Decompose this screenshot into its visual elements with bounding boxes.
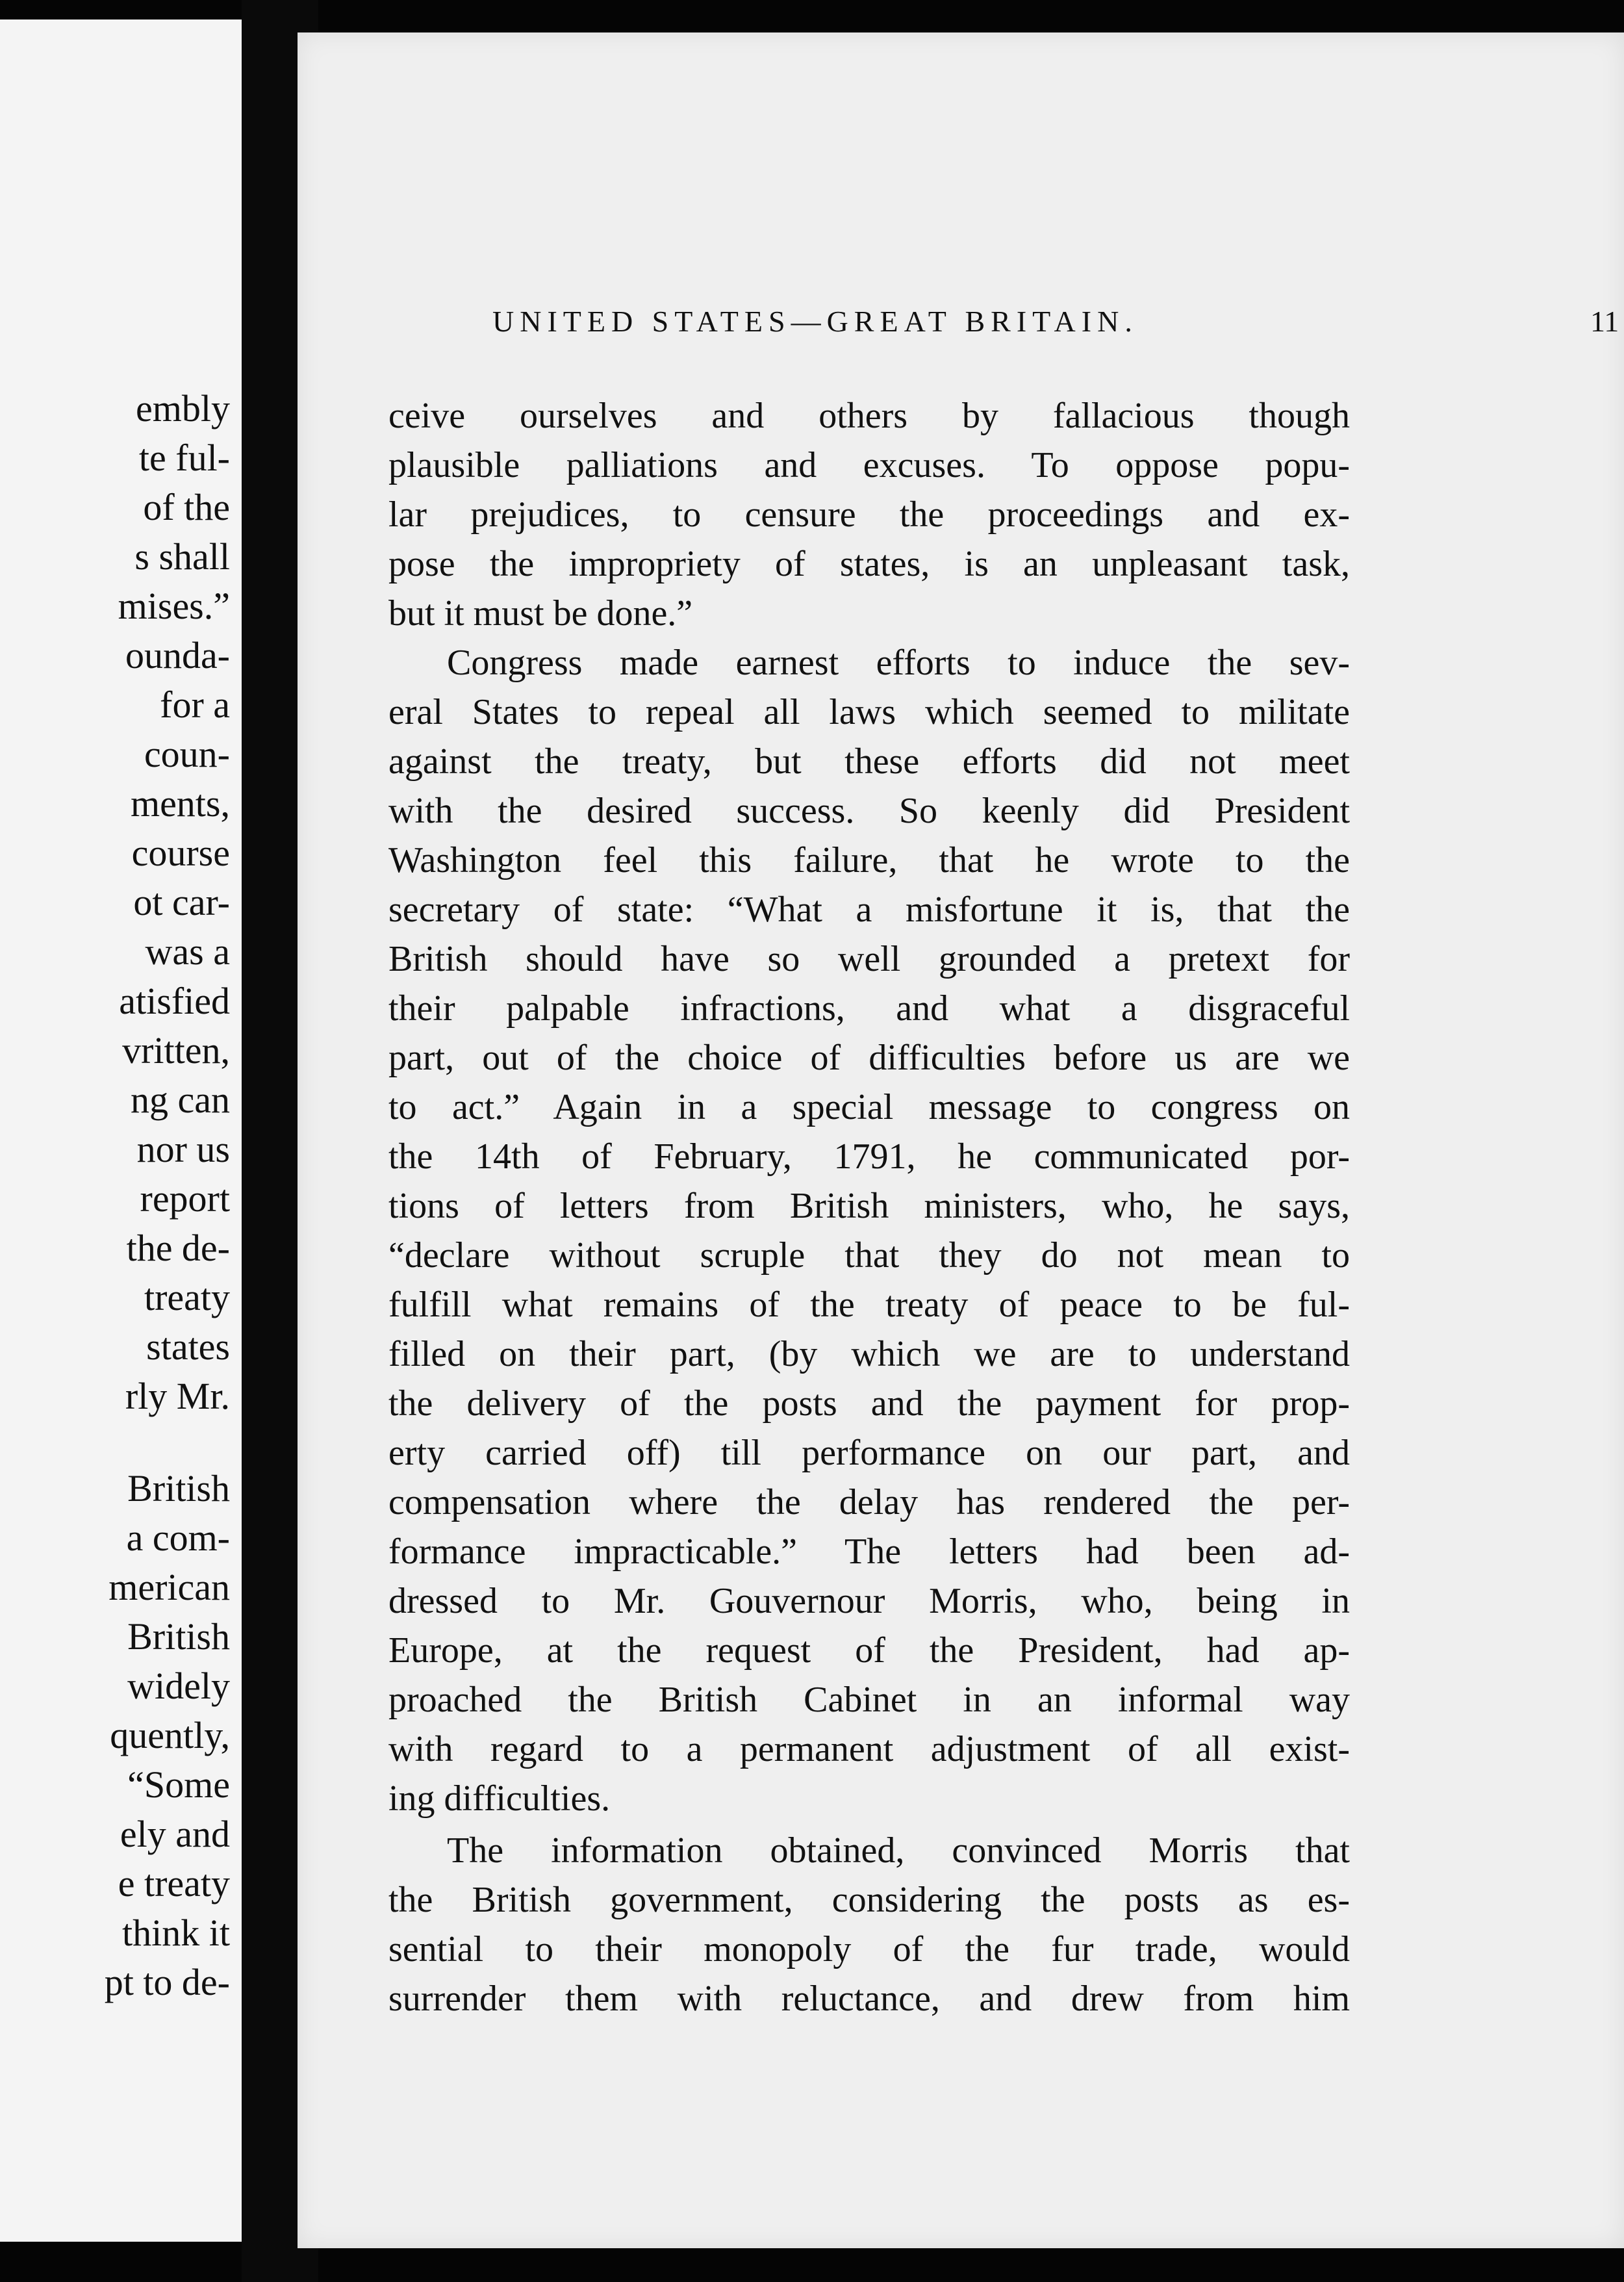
left-fragment-line: states [146,1326,230,1368]
text-line: filled on their part, (by which we are to understand [388,1334,1350,1374]
text-line: sential to their monopoly of the fur trade, would [388,1929,1350,1969]
left-fragment-line: merican [108,1566,230,1608]
left-fragment-line: embly [136,387,230,429]
text-line: Europe, at the request of the President, had ap- [388,1630,1350,1671]
left-fragment-line: widely [127,1665,230,1707]
text-line: the British government, considering the posts as es- [388,1880,1350,1920]
left-fragment-line: ot car- [133,881,230,923]
left-fragment-line: atisfied [119,980,230,1022]
text-line: ing difficulties. [388,1778,611,1819]
left-fragment-line: course [131,832,230,874]
text-line: with the desired success. So keenly did President [388,791,1350,831]
left-fragment-line: British [127,1615,230,1658]
left-fragment-line: the de- [126,1227,230,1269]
left-fragment-line: report [140,1177,230,1220]
left-fragment-line: ments, [130,782,230,825]
text-line: their palpable infractions, and what a disgraceful [388,988,1350,1029]
text-line: fulfill what remains of the treaty of peace to be ful- [388,1285,1350,1325]
text-line: to act.” Again in a special message to congress on [388,1087,1350,1127]
running-head: UNITED STATES—GREAT BRITAIN. [492,305,1138,338]
paragraph-start-line: Congress made earnest efforts to induce the sev- [447,643,1350,683]
left-fragment-line: think it [122,1912,230,1954]
text-line: proached the British Cabinet in an informal way [388,1680,1350,1720]
text-line: part, out of the choice of difficulties before us are we [388,1038,1350,1078]
right-page [298,32,1624,2248]
text-line: pose the impropriety of states, is an unpleasant task, [388,544,1350,584]
left-fragment-line: British [127,1467,230,1509]
left-fragment-line: of the [143,486,230,528]
text-line: lar prejudices, to censure the proceedings and ex- [388,494,1350,535]
text-line: “declare without scruple that they do not mean to [388,1235,1350,1276]
left-fragment-line: ng can [131,1079,230,1121]
left-fragment-line: nor us [136,1128,230,1170]
text-line: surrender them with reluctance, and drew from him [388,1979,1350,2019]
left-fragment-line: pt to de- [104,1961,230,2003]
left-fragment-line: was a [145,930,230,973]
page-number: 11 [1590,305,1619,338]
text-line: the 14th of February, 1791, he communicated por- [388,1136,1350,1177]
text-line: tions of letters from British ministers, who, he says, [388,1186,1350,1226]
left-page-fragment [0,19,242,2242]
text-line: but it must be done.” [388,593,693,634]
left-fragment-line: quently, [110,1714,230,1756]
left-fragment-line: a com- [126,1517,230,1559]
text-line: plausible palliations and excuses. To oppose popu- [388,445,1350,485]
text-line: Washington feel this failure, that he wrote to the [388,840,1350,880]
left-fragment-line: ely and [120,1813,230,1855]
text-line: British should have so well grounded a pretext for [388,939,1350,979]
left-fragment-line: treaty [144,1276,230,1318]
text-line: with regard to a permanent adjustment of all exist- [388,1729,1350,1769]
paragraph-start-line: The information obtained, convinced Morris that [447,1830,1350,1871]
left-fragment-line: te ful- [138,437,230,479]
text-line: eral States to repeal all laws which seemed to militate [388,692,1350,732]
left-fragment-line: for a [160,684,230,726]
text-line: the delivery of the posts and the payment for prop- [388,1383,1350,1424]
left-fragment-line: mises.” [118,585,230,627]
text-line: dressed to Mr. Gouvernour Morris, who, being in [388,1581,1350,1621]
text-line: formance impracticable.” The letters had been ad- [388,1532,1350,1572]
left-fragment-line: rly Mr. [125,1375,230,1417]
text-line: compensation where the delay has rendered the per- [388,1482,1350,1522]
text-line: against the treaty, but these efforts did not meet [388,741,1350,782]
left-fragment-line: s shall [134,535,230,578]
left-fragment-line: vritten, [122,1029,230,1071]
text-line: ceive ourselves and others by fallacious though [388,396,1350,436]
left-fragment-line: coun- [144,733,230,775]
left-fragment-line: e treaty [118,1862,230,1904]
text-line: erty carried off) till performance on our part, and [388,1433,1350,1473]
text-line: secretary of state: “What a misfortune it is, that the [388,890,1350,930]
left-fragment-line: ounda- [125,634,230,676]
left-fragment-line: “Some [127,1763,230,1806]
